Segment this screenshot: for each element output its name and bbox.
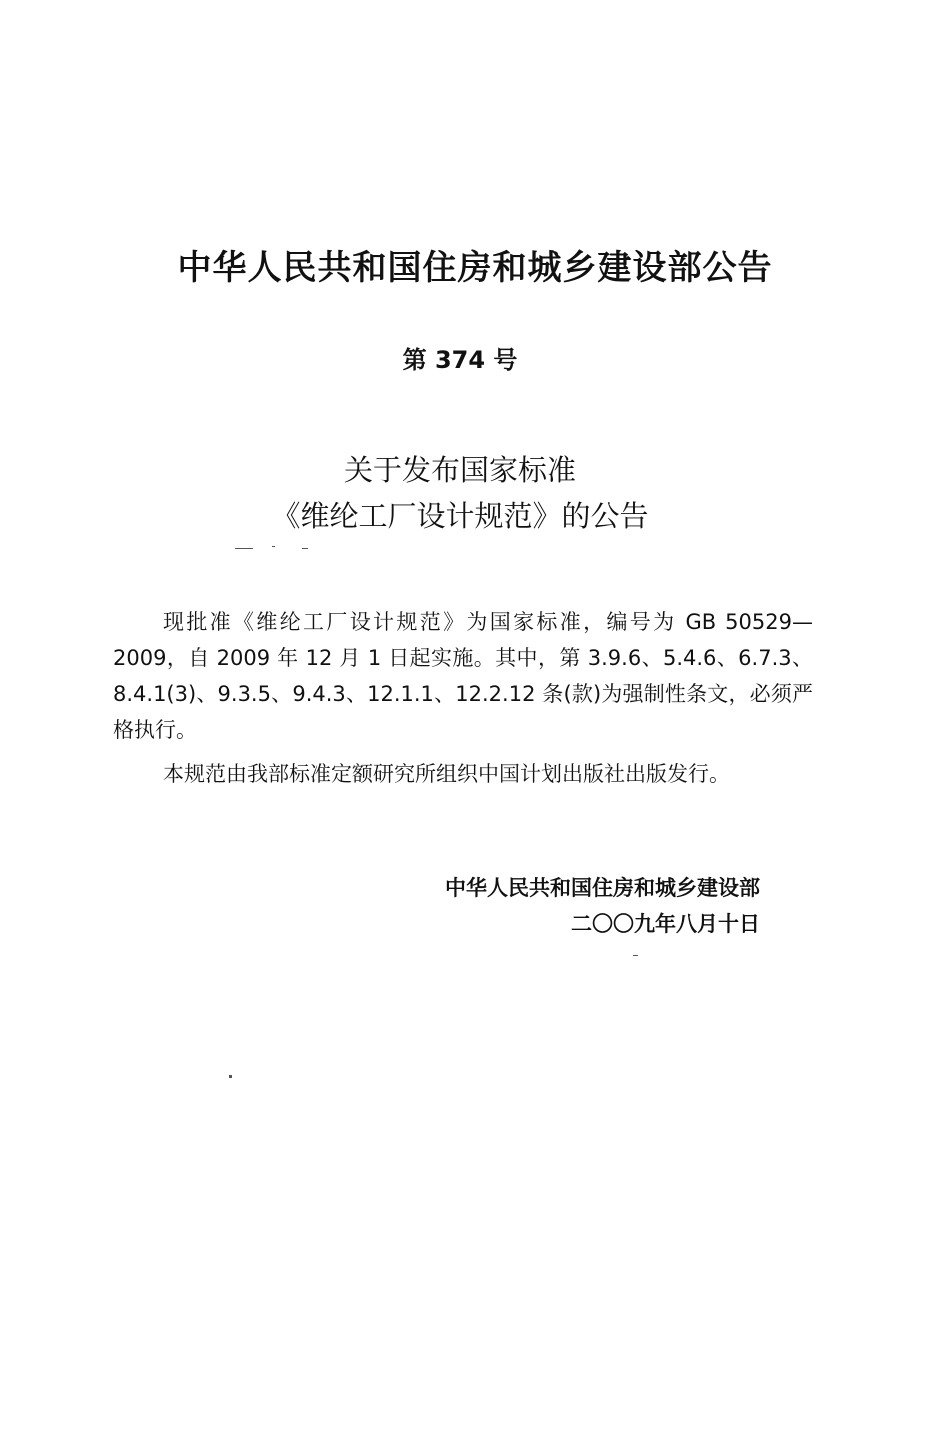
scan-speck <box>229 1075 232 1078</box>
subtitle-line-1: 关于发布国家标准 <box>343 453 576 487</box>
signature-date: 二〇〇九年八月十日 <box>571 912 760 936</box>
signature-organization: 中华人民共和国住房和城乡建设部 <box>445 876 760 900</box>
body-paragraph-2: 本规范由我部标准定额研究所组织中国计划出版社出版发行。 <box>163 762 730 786</box>
scan-speck <box>235 548 253 549</box>
body-paragraph-1: 现批准《维纶工厂设计规范》为国家标准，编号为 GB 50529—2009，自 2009 年 12 月 1 日起实施。其中，第 3.9.6、5.4.6、6.7.3、8.4.1(3)、9.3.5、9.4.3、12.1.1、12.2.12 条(款)为强制性条文，必须严格执行。 <box>113 610 813 742</box>
announcement-heading: 中华人民共和国住房和城乡建设部公告 <box>177 248 773 288</box>
scan-speck <box>302 548 308 549</box>
scan-speck <box>633 955 638 956</box>
announcement-number: 第 374 号 <box>402 346 518 374</box>
subtitle-line-2: 《维纶工厂设计规范》的公告 <box>271 499 649 533</box>
scan-speck <box>272 546 275 547</box>
